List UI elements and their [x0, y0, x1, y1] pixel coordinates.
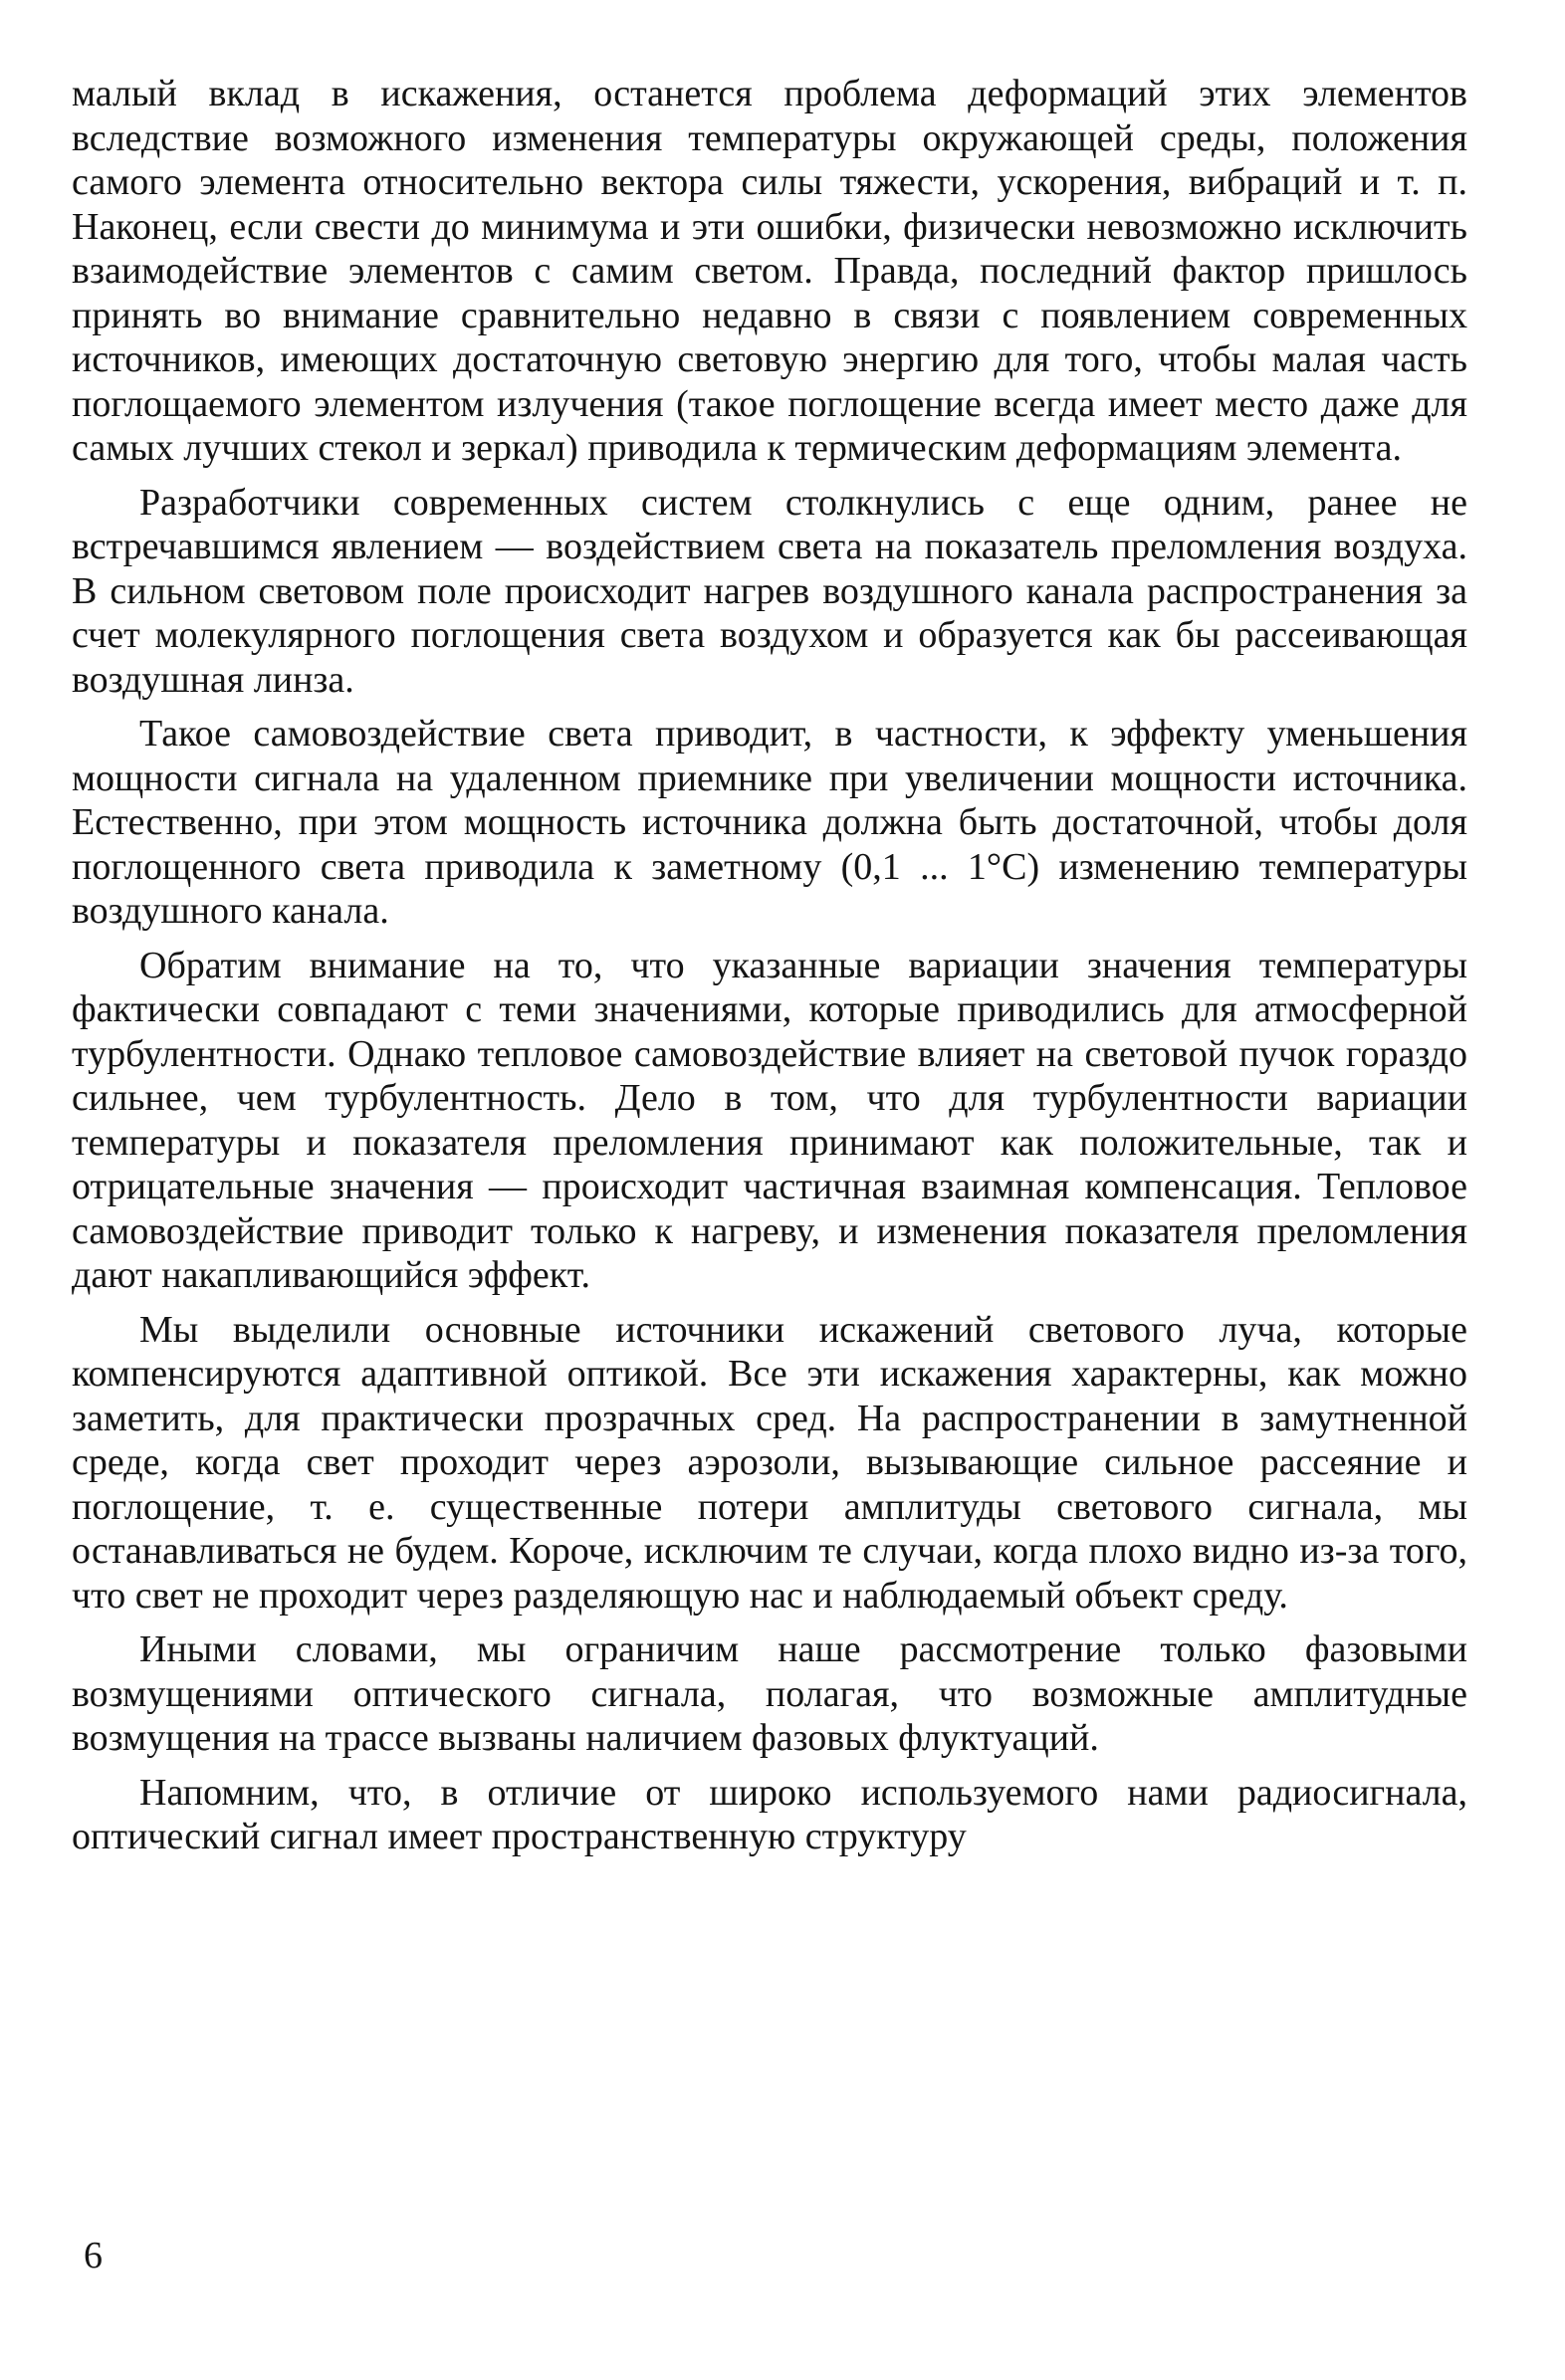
paragraph-4: Обратим внимание на то, что указанные вариации значения температуры фактически совпадают с теми значениями, которые приводились для атмосферной турбулентности. Однако тепловое самовоздействие влияет на световой пучок гораздо сильнее, чем турбулентность. Дело в том, что для турбулентности вариации температуры и показателя преломления принимают как положительные, так и отрицательные значения — происходит частичная взаимная компенсация. Тепловое самовоздействие приводит только к нагреву, и изменения показателя преломления дают накапливающийся эффект. [72, 944, 1467, 1296]
paragraph-2: Разработчики современных систем столкнулись с еще одним, ранее не встречавшимся явлением — воздействием света на показатель преломления воздуха. В сильном световом поле происходит нагрев воздушного канала распространения за счет молекулярного поглощения света воздухом и образуется как бы рассеивающая воздушная линза. [72, 481, 1467, 701]
paragraph-6: Иными словами, мы ограничим наше рассмотрение только фазовыми возмущениями оптического сигнала, полагая, что возможные амплитудные возмущения на трассе вызваны наличием фазовых флуктуаций. [72, 1628, 1467, 1759]
paragraph-5: Мы выделили основные источники искажений светового луча, которые компенсируются адаптивной оптикой. Все эти искажения характерны, как можно заметить, для практически прозрачных сред. На распространении в замутненной среде, когда свет проходит через аэрозоли, вызывающие сильное рассеяние и поглощение, т. е. существенные потери амплитуды светового сигнала, мы останавливаться не будем. Короче, исключим те случаи, когда плохо видно из-за того, что свет не проходит через разделяющую нас и наблюдаемый объект среду. [72, 1308, 1467, 1617]
paragraph-1: малый вклад в искажения, останется проблема деформаций этих элементов вследствие возможного изменения температуры окружающей среды, положения самого элемента относительно вектора силы тяжести, ускорения, вибраций и т. п. Наконец, если свести до минимума и эти ошибки, физически невозможно исключить взаимодействие элементов с самим светом. Правда, последний фактор пришлось принять во внимание сравнительно недавно в связи с появлением современных источников, имеющих достаточную световую энергию для того, чтобы малая часть поглощаемого элементом излучения (такое поглощение всегда имеет место даже для самых лучших стекол и зеркал) приводила к термическим деформациям элемента. [72, 73, 1467, 469]
page-number: 6 [84, 2235, 103, 2276]
page-body [72, 72, 1467, 1869]
paragraph-3: Такое самовоздействие света приводит, в частности, к эффекту уменьшения мощности сигнала на удаленном приемнике при увеличении мощности источника. Естественно, при этом мощность источника должна быть достаточной, чтобы доля поглощенного света приводила к заметному (0,1 ... 1°C) изменению температуры воздушного канала. [72, 713, 1467, 932]
paragraph-7: Напомним, что, в отличие от широко используемого нами радиосигнала, оптический сигнал имеет пространственную структуру [72, 1771, 1467, 1857]
